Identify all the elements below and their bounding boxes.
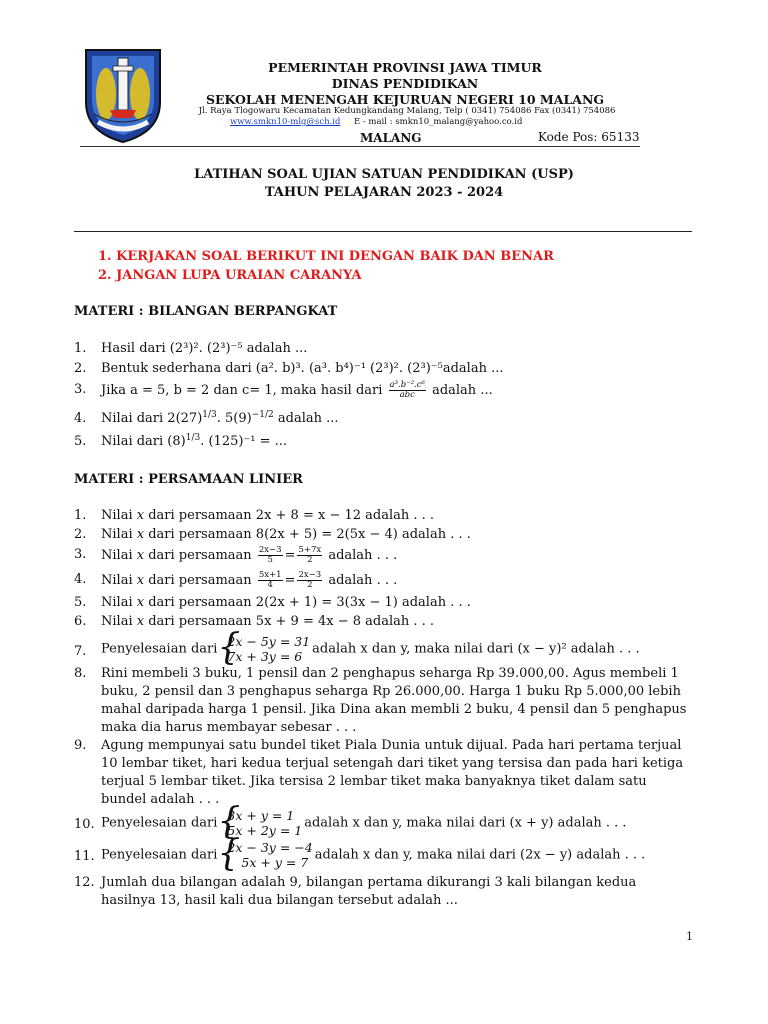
- instruction-2: 2. JANGAN LUPA URAIAN CARANYA: [98, 268, 362, 283]
- header-line-2: DINAS PENDIDIKAN: [331, 76, 479, 91]
- title-divider: [74, 231, 692, 232]
- exam-year: TAHUN PELAJARAN 2023 - 2024: [264, 185, 504, 200]
- equation-line: { 2x − 3y = −4: [227, 840, 313, 855]
- question-text-part: Nilai: [101, 595, 133, 610]
- header-contact: [230, 117, 522, 127]
- question-text-part: adalah x dan y, maka nilai dari (2x − y) adalah . . .: [314, 847, 646, 863]
- question-text: [101, 808, 694, 838]
- question-text-part: Penyelesaian dari: [101, 847, 218, 863]
- question-text-part: dari persamaan 2x + 8 = x − 12 adalah . . .: [148, 508, 435, 523]
- question-text: Bentuk sederhana dari (a². b)³. (a³. b⁴)⁻¹ (2³)². (2³)⁻⁵adalah ...: [101, 361, 504, 376]
- question-text: [101, 410, 694, 428]
- fraction: [389, 381, 426, 400]
- exponent: 1/3: [185, 433, 201, 443]
- fraction: [297, 546, 322, 565]
- exponent: −1/2: [251, 410, 274, 420]
- header-postal-code: Kode Pos: 65133: [538, 130, 640, 144]
- website-link[interactable]: www.smkn10-mlg@sch.id: [230, 117, 341, 127]
- question-number: 4.: [74, 411, 87, 426]
- fraction-numerator: 2x−3: [258, 545, 282, 555]
- section-title-exponents: MATERI : BILANGAN BERPANGKAT: [74, 304, 338, 319]
- question-text: Jumlah dua bilangan adalah 9, bilangan pertama dikurangi 3 kali bilangan kedua hasilnya 13, hasil kali dua bilangan tersebut adalah ...: [101, 875, 637, 908]
- question-text-part: Nilai: [101, 508, 133, 523]
- question-number: 11.: [74, 849, 95, 864]
- question-text-part: dari persamaan: [148, 548, 252, 563]
- question-number: 5.: [74, 434, 87, 449]
- variable-x: x: [136, 614, 145, 629]
- question-number: 1.: [74, 341, 87, 356]
- question-text-part: . (125)⁻¹ = ...: [200, 434, 288, 449]
- exam-title: LATIHAN SOAL UJIAN SATUAN PENDIDIKAN (USP): [194, 167, 574, 182]
- equation-line: 7x + 3y = 6: [227, 649, 303, 664]
- question-text-part: adalah . . .: [328, 548, 398, 563]
- question-number: 8.: [74, 666, 87, 681]
- question-text: [101, 613, 694, 631]
- question-text-part: dari persamaan 2(2x + 1) = 3(3x − 1) adalah . . .: [148, 595, 471, 610]
- question-text: Hasil dari (2³)². (2³)⁻⁵ adalah ...: [101, 341, 308, 356]
- equation-line: 5x + y = 7: [241, 855, 309, 870]
- question-text-part: Penyelesaian dari: [101, 641, 218, 657]
- email-text: E - mail : smkn10_malang@yahoo.co.id: [353, 117, 523, 127]
- question-number: 3.: [74, 547, 87, 562]
- variable-x: x: [136, 595, 145, 610]
- header-city: MALANG: [360, 131, 422, 145]
- question-number: 3.: [74, 382, 87, 397]
- question-text-part: adalah ...: [277, 411, 339, 426]
- fraction-denominator: 5: [267, 555, 273, 565]
- fraction: [258, 571, 283, 590]
- variable-x: x: [136, 508, 145, 523]
- question-text: [101, 526, 694, 544]
- fraction-numerator: 5x+1: [258, 570, 282, 580]
- question-text-part: Nilai dari 2(27): [101, 411, 203, 426]
- question-number: 4.: [74, 572, 87, 587]
- question-number: 10.: [74, 817, 95, 832]
- question-text-part: dari persamaan 8(2x + 5) = 2(5x − 4) adalah . . .: [148, 527, 471, 542]
- question-number: 2.: [74, 527, 87, 542]
- question-text: [101, 634, 694, 664]
- header-line-1: PEMERINTAH PROVINSI JAWA TIMUR: [268, 60, 542, 75]
- fraction-denominator: abc: [399, 390, 415, 400]
- question-text: Nilai x dari persamaan $\frac{5x+1}{4}$ = $\frac{2x-3}{2}$ adalah . . .: [101, 570, 398, 590]
- question-text: [101, 381, 694, 400]
- fraction-numerator: a³.b⁻².c⁶: [389, 380, 425, 390]
- fraction-numerator: 2x−3: [298, 570, 322, 580]
- variable-x: x: [136, 573, 145, 588]
- question-text: [101, 840, 694, 870]
- page-number: 1: [686, 930, 693, 943]
- exponent: 1/3: [202, 410, 217, 420]
- variable-x: x: [136, 548, 145, 563]
- question-number: 9.: [74, 738, 87, 753]
- section-title-linear-equations: MATERI : PERSAMAAN LINIER: [74, 472, 303, 487]
- equation-line: { 3x + y = 1: [227, 808, 295, 823]
- question-text: Nilai x dari persamaan $\frac{2x-3}{5}$ = $\frac{5+7x}{2}$ adalah . . .: [101, 545, 398, 565]
- fraction-denominator: 4: [267, 580, 273, 590]
- question-text: [101, 507, 694, 525]
- question-text: [101, 433, 694, 451]
- question-text-part: Nilai: [101, 548, 133, 563]
- question-text-part: adalah x dan y, maka nilai dari (x − y)² adalah . . .: [312, 641, 640, 657]
- equation-system: [219, 634, 310, 664]
- question-text-part: . 5(9): [216, 411, 252, 426]
- question-text-part: Nilai: [101, 614, 133, 629]
- question-number: 6.: [74, 614, 87, 629]
- question-number: 12.: [74, 875, 95, 890]
- header-address: Jl. Raya Tlogowaru Kecamatan Kedungkandang Malang, Telp ( 0341) 754086 Fax (0341) 754086: [198, 106, 616, 116]
- header-divider: [80, 146, 640, 147]
- question-text-part: dari persamaan 5x + 9 = 4x − 8 adalah . . .: [148, 614, 435, 629]
- fraction: [258, 546, 283, 565]
- variable-x: x: [136, 527, 145, 542]
- question-text-part: Nilai dari (8): [101, 434, 186, 449]
- question-text-part: Jika a = 5, b = 2 dan c= 1, maka hasil dari: [101, 383, 383, 398]
- instruction-1: 1. KERJAKAN SOAL BERIKUT INI DENGAN BAIK DAN BENAR: [98, 249, 554, 264]
- header-line-3: SEKOLAH MENENGAH KEJURUAN NEGERI 10 MALANG: [205, 92, 605, 107]
- fraction-denominator: 2: [307, 580, 313, 590]
- question-text-part: Penyelesaian dari: [101, 815, 218, 831]
- question-text-part: Nilai: [101, 573, 133, 588]
- question-text-part: adalah x dan y, maka nilai dari (x + y) adalah . . .: [304, 815, 627, 831]
- fraction: [297, 571, 322, 590]
- question-number: 2.: [74, 361, 87, 376]
- question-text-part: adalah ...: [432, 383, 493, 398]
- equation-system: [219, 840, 312, 870]
- question-text-part: Nilai: [101, 527, 133, 542]
- equation-line: { 2x − 5y = 31: [227, 634, 311, 649]
- equation-line: 5x + 2y = 1: [227, 823, 303, 838]
- fraction-denominator: 2: [307, 555, 313, 565]
- fraction-numerator: 5+7x: [298, 545, 322, 555]
- question-text: [101, 594, 694, 612]
- question-number: 1.: [74, 508, 87, 523]
- question-text: Agung mempunyai satu bundel tiket Piala Dunia untuk dijual. Pada hari pertama terjual 10 lembar tiket, hari kedua terjual setengah dari tiket yang tersisa dan pada hari ketiga terjual 5 lembar tiket. Jika tersisa 2 lembar tiket maka banyaknya tiket dalam satu bundel adalah . . .: [101, 738, 684, 807]
- school-emblem-logo: [80, 44, 166, 144]
- question-text-part: dari persamaan: [148, 573, 252, 588]
- question-text: Rini membeli 3 buku, 1 pensil dan 2 penghapus seharga Rp 39.000,00. Agus membeli 1 buku, 2 pensil dan 3 penghapus seharga Rp 26.000,00. Harga 1 buku Rp 5.000,00 lebih mahal daripada harga 1 pensil. Jika Dina akan membli 2 buku, 4 pensil dan 5 penghapus maka dia harus membayar sebesar . . .: [101, 666, 687, 735]
- question-number: 7.: [74, 644, 87, 659]
- question-text-part: adalah . . .: [328, 573, 398, 588]
- question-number: 5.: [74, 595, 87, 610]
